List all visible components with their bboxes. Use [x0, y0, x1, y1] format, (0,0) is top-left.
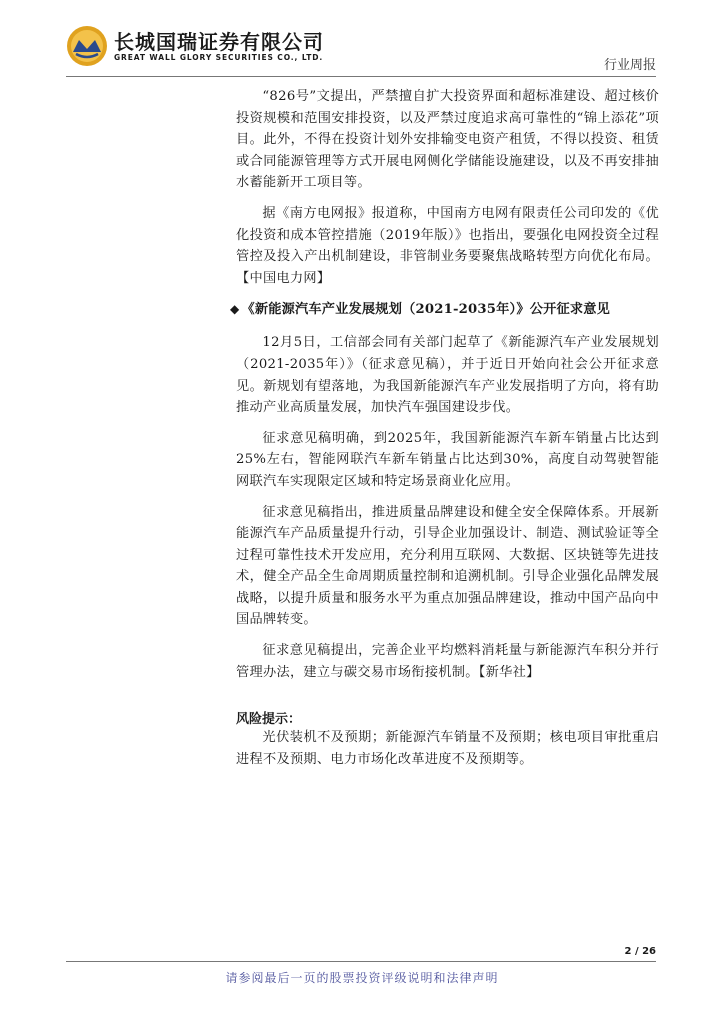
main-content: [230, 86, 659, 692]
section-heading: [230, 299, 659, 320]
company-logo-icon: [66, 25, 108, 67]
legal-disclaimer: 请参阅最后一页的股票投资评级说明和法律声明: [225, 971, 499, 985]
body-paragraph: 征求意见稿明确，到2025年，我国新能源汽车新车销量占比达到25%左右，智能网联汽车新车销量占比达到30%，高度自动驾驶智能网联汽车实现限定区域和特定场景商业化应用。: [236, 430, 659, 489]
footer-divider: [66, 961, 656, 962]
body-paragraph: 征求意见稿提出，完善企业平均燃料消耗量与新能源汽车积分并行管理办法，建立与碳交易市场衔接机制。【新华社】: [236, 643, 659, 680]
body-paragraph: 征求意见稿指出，推进质量品牌建设和健全安全保障体系。开展新能源汽车产品质量提升行动，引导企业加强设计、制造、测试验证等全过程可靠性技术开发应用，充分利用互联网、大数据、区块链等先进技术，健全产品全生命周期质量控制和追溯机制。引导企业强化品牌发展战略，以提升质量和服务水平为重点加强品牌建设，推动中国产品向中国品牌转变。: [236, 504, 659, 628]
header-divider: [66, 76, 656, 77]
page-number: 2 / 26: [624, 946, 656, 957]
risk-warning-text: 光伏装机不及预期；新能源汽车销量不及预期；核电项目审批重启进程不及预期、电力市场化改革进度不及预期等。: [236, 730, 659, 767]
diamond-bullet-icon: ◆: [230, 302, 240, 317]
company-name-en: GREAT WALL GLORY SECURITIES CO., LTD.: [114, 53, 324, 62]
report-type-label: 行业周报: [603, 58, 656, 73]
body-paragraph: 据《南方电网报》报道称，中国南方电网有限责任公司印发的《优化投资和成本管控措施（2019年版）》也指出，要强化电网投资全过程管控及投入产出机制建设，非管制业务要聚焦战略转型方向优化布局。【中国电力网】: [236, 205, 659, 286]
section-heading-text: 《新能源汽车产业发展规划（2021-2035年）》公开征求意见: [241, 302, 611, 318]
body-paragraph: 12月5日，工信部会同有关部门起草了《新能源汽车产业发展规划（2021-2035年）》（征求意见稿），并于近日开始向社会公开征求意见。新规划有望落地，为我国新能源汽车产业发展指明了方向，将有助推动产业高质量发展，加快汽车强国建设步伐。: [236, 335, 659, 416]
company-name-cn: 长城国瑞证券有限公司: [114, 30, 324, 54]
risk-warning-title: 风险提示：: [236, 712, 302, 727]
body-paragraph: “826号”文提出，严禁擅自扩大投资界面和超标准建设、超过核价投资规模和范围安排投资，以及严禁过度追求高可靠性的“锦上添花”项目。此外，不得在投资计划外安排输变电资产租赁，不得以投资、租赁或合同能源管理等方式开展电网侧化学储能设施建设，以及不再安排抽水蓄能新开工项目等。: [236, 89, 659, 191]
page-header: [0, 0, 724, 80]
